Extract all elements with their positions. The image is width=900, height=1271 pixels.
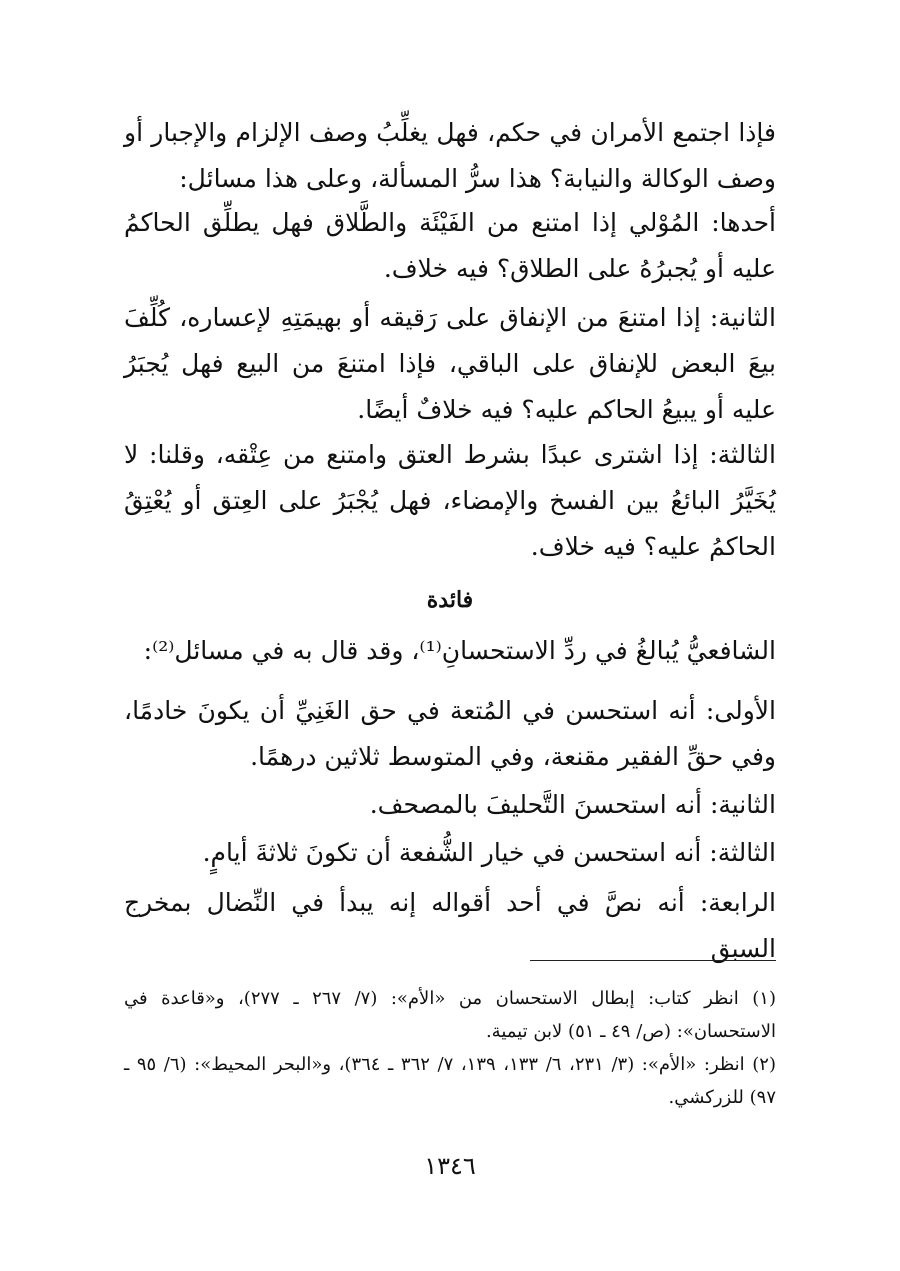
paragraph-third-case: الثالثة: إذا اشترى عبدًا بشرط العتق وامتنع من عِتْقه، وقلنا: لا يُخَيَّرُ البائعُ بين الفسخ والإمضاء، فهل يُجْبَرُ على العِتق أو يُعْتِقُ الحاكمُ عليه؟ فيه خلاف.	[124, 440, 776, 561]
footnote-divider	[530, 960, 776, 961]
paragraph-second-point: الثانية: أنه استحسنَ التَّحليفَ بالمصحف.	[369, 790, 776, 819]
page-number: ١٣٤٦	[424, 1152, 476, 1180]
section-heading: فائدة	[426, 587, 474, 613]
footnote-1: (١) انظر كتاب: إبطال الاستحسان من «الأم»: (٧/ ٢٦٧ ـ ٢٧٧)، و«قاعدة في الاستحسان»: (ص/ ٤٩ ـ ٥١) لابن تيمية.	[124, 988, 776, 1042]
paragraph-intro: فإذا اجتمع الأمران في حكم، فهل يغلِّبُ وصف الإلزام والإجبار أو وصف الوكالة والنيابة؟ هذا سرُّ المسألة، وعلى هذا مسائل:	[124, 118, 776, 193]
paragraph-first-case: أحدها: المُوْلي إذا امتنع من الفَيْئَة والطَّلاق فهل يطلِّق الحاكمُ عليه أو يُجبرُهُ على الطلاق؟ فيه خلاف.	[124, 208, 776, 283]
paragraph-fourth-point: الرابعة: أنه نصَّ في أحد أقواله إنه يبدأ في النِّضال بمخرج السبق	[124, 888, 776, 963]
paragraph-second-case: الثانية: إذا امتنعَ من الإنفاق على رَقيقه أو بهيمَتِهِ لإعساره، كُلِّفَ بيعَ البعض للإنفاق على الباقي، فإذا امتنعَ من البيع فهل يُجبَرُ عليه أو يبيعُ الحاكم عليه؟ فيه خلافٌ أيضًا.	[124, 303, 776, 424]
paragraph-shafii-intro: الشافعيُّ يُبالغُ في ردِّ الاستحسانِ⁽¹⁾، وقد قال به في مسائل⁽²⁾:	[143, 636, 776, 665]
paragraph-third-point: الثالثة: أنه استحسن في خيار الشُّفعة أن تكونَ ثلاثةَ أيامٍ.	[202, 838, 776, 867]
footnote-2: (٢) انظر: «الأم»: (٣/ ٢٣١، ٦/ ١٣٣، ١٣٩، ٧/ ٣٦٢ ـ ٣٦٤)، و«البحر المحيط»: (٦/ ٩٥ ـ ٩٧) للزركشي.	[124, 1054, 776, 1108]
paragraph-first-point: الأولى: أنه استحسن في المُتعة في حق الغَنِيِّ أن يكونَ خادمًا، وفي حقِّ الفقير مقنعة، وفي المتوسط ثلاثين درهمًا.	[124, 696, 776, 771]
